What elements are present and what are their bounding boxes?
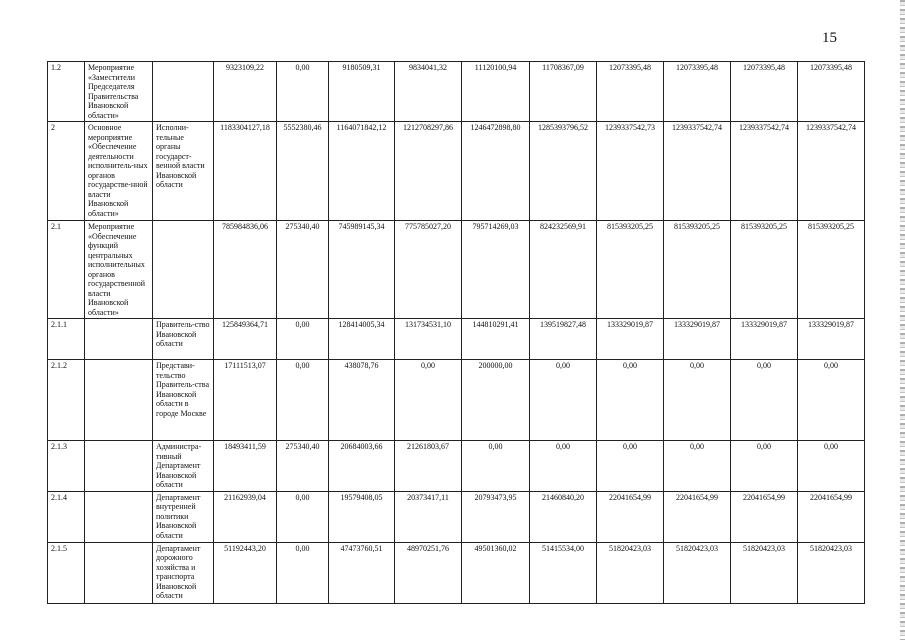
amount-cell: 131734531,10 — [395, 319, 462, 360]
amount-cell: 0,00 — [277, 491, 329, 542]
amount-cell: 0,00 — [664, 360, 731, 441]
amount-cell: 0,00 — [731, 360, 798, 441]
amount-cell: 815393205,25 — [731, 221, 798, 319]
amount-cell: 133329019,87 — [731, 319, 798, 360]
page-number: 15 — [822, 30, 837, 46]
measure-name-cell: Мероприятие «Обеспечение функций центральных исполнительных органов государственной власти Ивановской области» — [85, 221, 153, 319]
table-row — [48, 542, 865, 603]
amount-cell: 12073395,48 — [664, 62, 731, 122]
amount-cell: 11120100,94 — [462, 62, 530, 122]
row-code-cell: 2.1 — [48, 221, 85, 319]
amount-cell: 51415534,00 — [530, 542, 597, 603]
row-code-cell: 2.1.3 — [48, 441, 85, 492]
measure-name-cell: Мероприятие «Заместители Председателя Правительства Ивановской области» — [85, 62, 153, 122]
amount-cell: 1285393796,52 — [530, 122, 597, 221]
amount-cell: 21162939,04 — [214, 491, 277, 542]
executor-cell: Департамент внутренней политики Ивановской области — [153, 491, 214, 542]
amount-cell: 1239337542,74 — [664, 122, 731, 221]
executor-cell: Департамент дорожного хозяйства и транспорта Ивановской области — [153, 542, 214, 603]
scan-edge-artifact — [900, 0, 905, 640]
measure-name-cell: Основное мероприятие «Обеспечение деятельности исполнитель-ных органов государстве-нной власти Ивановской области» — [85, 122, 153, 221]
amount-cell: 47473760,51 — [329, 542, 395, 603]
row-code-cell: 2 — [48, 122, 85, 221]
executor-cell: Правитель-ство Ивановской области — [153, 319, 214, 360]
amount-cell: 815393205,25 — [664, 221, 731, 319]
amount-cell: 139519827,48 — [530, 319, 597, 360]
amount-cell: 133329019,87 — [664, 319, 731, 360]
executor-cell: Исполни-тельные органы государст-венной власти Ивановской области — [153, 122, 214, 221]
amount-cell: 133329019,87 — [597, 319, 664, 360]
amount-cell: 0,00 — [798, 441, 865, 492]
amount-cell: 20373417,11 — [395, 491, 462, 542]
measure-name-cell — [85, 542, 153, 603]
row-code-cell: 2.1.2 — [48, 360, 85, 441]
table-row — [48, 319, 865, 360]
amount-cell: 22041654,99 — [597, 491, 664, 542]
amount-cell: 21460840,20 — [530, 491, 597, 542]
table-row — [48, 122, 865, 221]
amount-cell: 22041654,99 — [664, 491, 731, 542]
amount-cell: 22041654,99 — [798, 491, 865, 542]
amount-cell: 200000,00 — [462, 360, 530, 441]
table-row — [48, 62, 865, 122]
amount-cell: 0,00 — [277, 62, 329, 122]
amount-cell: 1239337542,73 — [597, 122, 664, 221]
amount-cell: 9834041,32 — [395, 62, 462, 122]
measure-name-cell — [85, 441, 153, 492]
amount-cell: 22041654,99 — [731, 491, 798, 542]
amount-cell: 0,00 — [530, 441, 597, 492]
measure-name-cell — [85, 319, 153, 360]
amount-cell: 49501360,02 — [462, 542, 530, 603]
amount-cell: 0,00 — [530, 360, 597, 441]
executor-cell: Представи-тельство Правитель-ства Ивановской области в городе Москве — [153, 360, 214, 441]
amount-cell: 0,00 — [277, 542, 329, 603]
table-row — [48, 360, 865, 441]
amount-cell: 18493411,59 — [214, 441, 277, 492]
amount-cell: 51820423,03 — [597, 542, 664, 603]
amount-cell: 51192443,20 — [214, 542, 277, 603]
amount-cell: 815393205,25 — [798, 221, 865, 319]
amount-cell: 0,00 — [462, 441, 530, 492]
amount-cell: 0,00 — [664, 441, 731, 492]
amount-cell: 745989145,34 — [329, 221, 395, 319]
amount-cell: 1164071842,12 — [329, 122, 395, 221]
amount-cell: 795714269,03 — [462, 221, 530, 319]
amount-cell: 1183304127,18 — [214, 122, 277, 221]
amount-cell: 775785027,20 — [395, 221, 462, 319]
amount-cell: 144810291,41 — [462, 319, 530, 360]
amount-cell: 275340,40 — [277, 221, 329, 319]
amount-cell: 48970251,76 — [395, 542, 462, 603]
amount-cell: 21261803,67 — [395, 441, 462, 492]
table-row — [48, 491, 865, 542]
table-row — [48, 221, 865, 319]
amount-cell: 9323109,22 — [214, 62, 277, 122]
amount-cell: 20793473,95 — [462, 491, 530, 542]
amount-cell: 12073395,48 — [798, 62, 865, 122]
table-row — [48, 441, 865, 492]
amount-cell: 438078,76 — [329, 360, 395, 441]
amount-cell: 9180509,31 — [329, 62, 395, 122]
amount-cell: 0,00 — [597, 360, 664, 441]
amount-cell: 1239337542,74 — [731, 122, 798, 221]
amount-cell: 0,00 — [395, 360, 462, 441]
amount-cell: 1212708297,86 — [395, 122, 462, 221]
amount-cell: 275340,40 — [277, 441, 329, 492]
row-code-cell: 2.1.5 — [48, 542, 85, 603]
amount-cell: 12073395,48 — [597, 62, 664, 122]
amount-cell: 125849364,71 — [214, 319, 277, 360]
amount-cell: 0,00 — [798, 360, 865, 441]
amount-cell: 12073395,48 — [731, 62, 798, 122]
amount-cell: 5552380,46 — [277, 122, 329, 221]
amount-cell: 128414005,34 — [329, 319, 395, 360]
budget-table — [47, 61, 865, 604]
amount-cell: 133329019,87 — [798, 319, 865, 360]
amount-cell: 785984836,06 — [214, 221, 277, 319]
row-code-cell: 2.1.1 — [48, 319, 85, 360]
measure-name-cell — [85, 360, 153, 441]
amount-cell: 824232569,91 — [530, 221, 597, 319]
amount-cell: 0,00 — [731, 441, 798, 492]
amount-cell: 815393205,25 — [597, 221, 664, 319]
executor-cell — [153, 221, 214, 319]
row-code-cell: 1.2 — [48, 62, 85, 122]
measure-name-cell — [85, 491, 153, 542]
amount-cell: 51820423,03 — [664, 542, 731, 603]
amount-cell: 20684003,66 — [329, 441, 395, 492]
executor-cell: Администра-тивный Департамент Ивановской области — [153, 441, 214, 492]
amount-cell: 11708367,09 — [530, 62, 597, 122]
amount-cell: 19579408,05 — [329, 491, 395, 542]
amount-cell: 1239337542,74 — [798, 122, 865, 221]
amount-cell: 17111513,07 — [214, 360, 277, 441]
row-code-cell: 2.1.4 — [48, 491, 85, 542]
amount-cell: 51820423,03 — [798, 542, 865, 603]
executor-cell — [153, 62, 214, 122]
amount-cell: 51820423,03 — [731, 542, 798, 603]
amount-cell: 0,00 — [277, 360, 329, 441]
amount-cell: 0,00 — [277, 319, 329, 360]
amount-cell: 0,00 — [597, 441, 664, 492]
amount-cell: 1246472898,80 — [462, 122, 530, 221]
